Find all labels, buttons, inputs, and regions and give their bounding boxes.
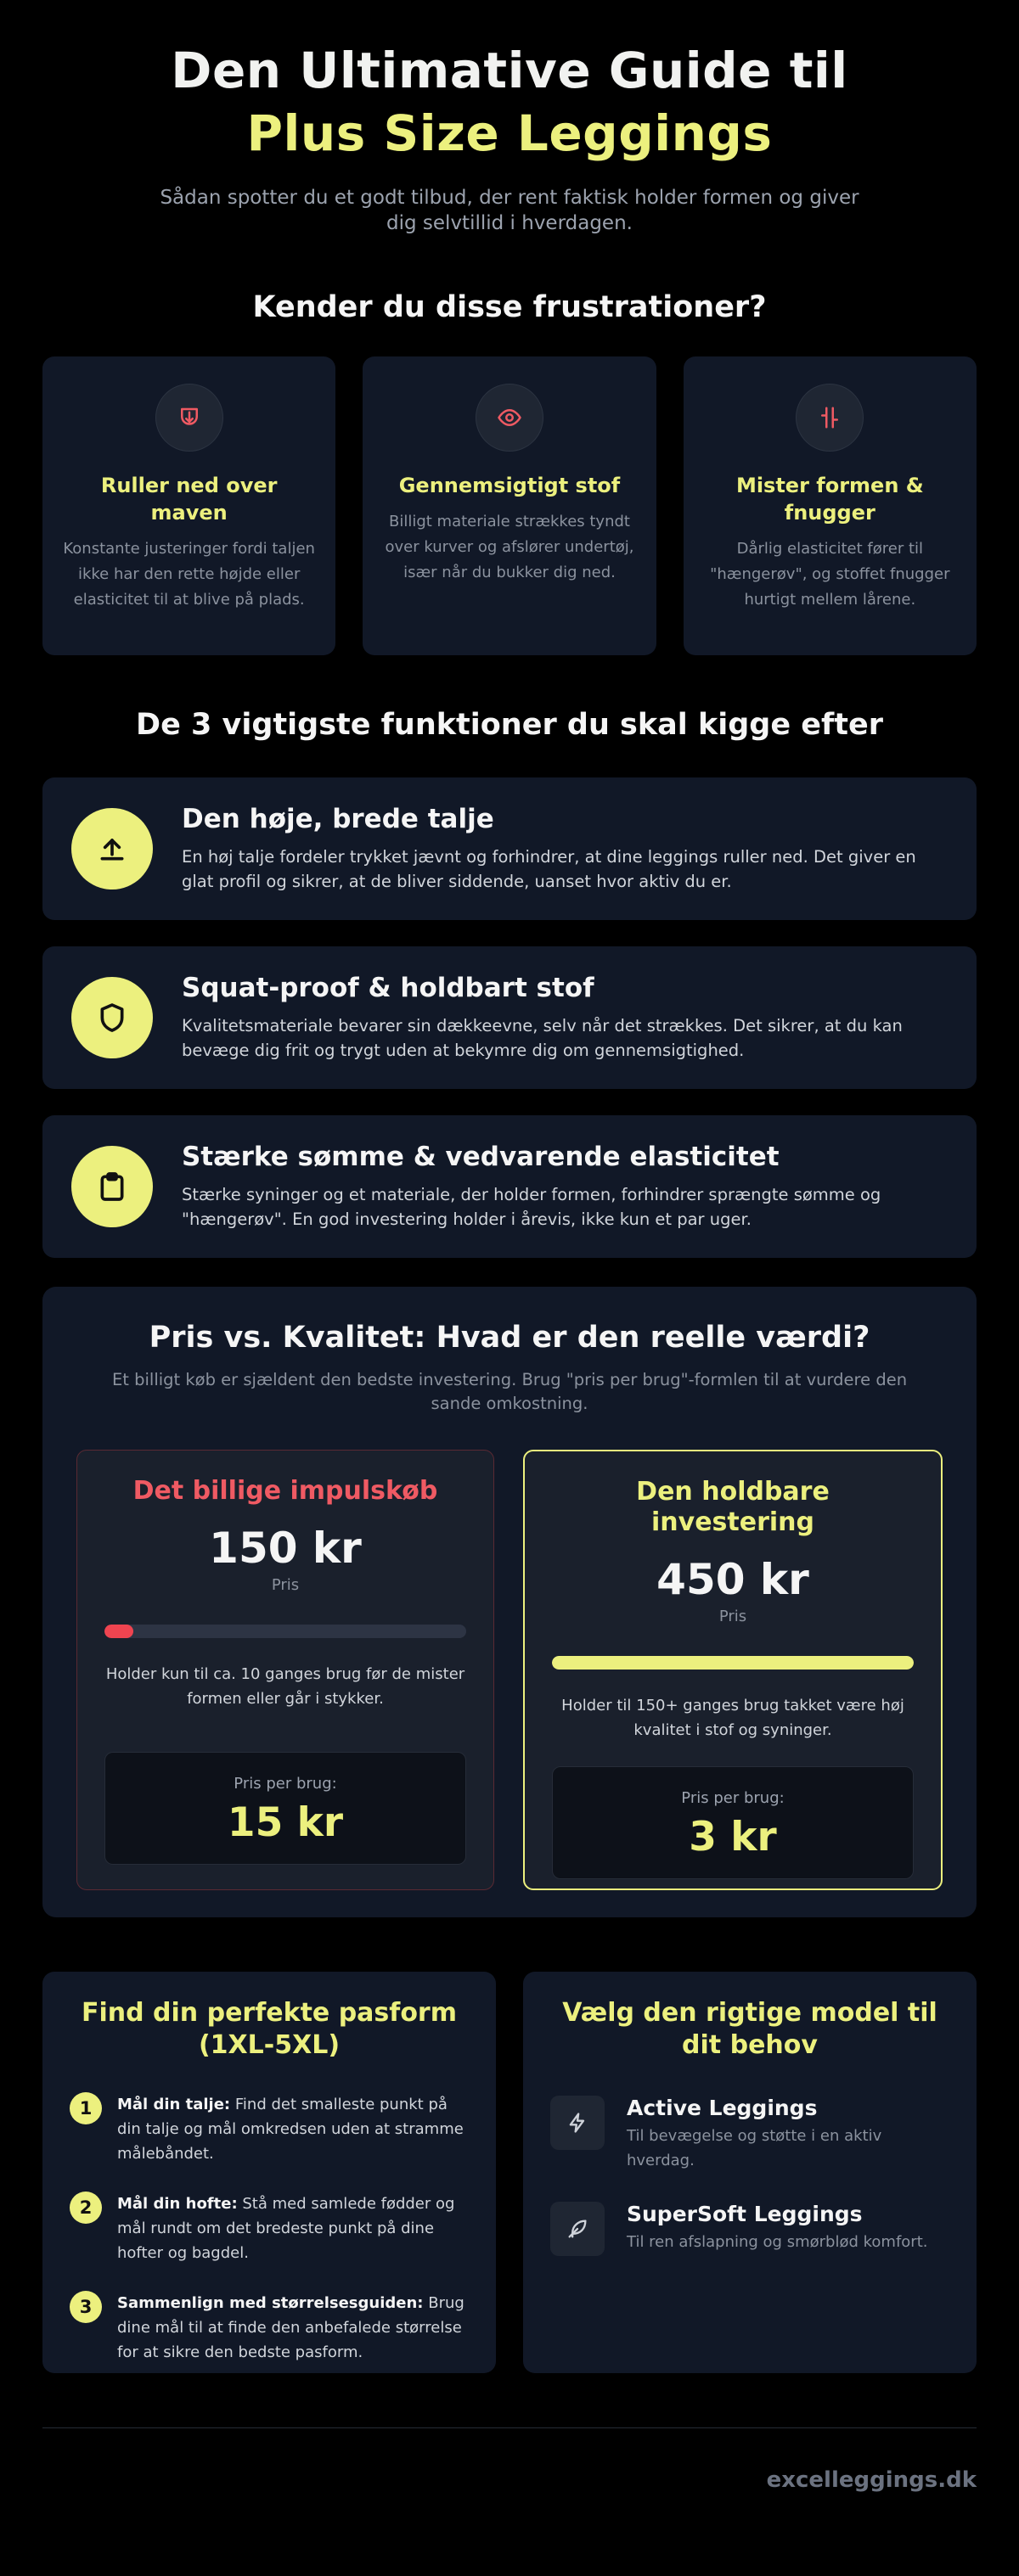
feature-description: En høj talje fordeler trykket jævnt og forhindrer, at dine leggings ruller ned. Det giver en glat profil og sikrer, at de bliver siddende, uanset hvor aktiv du er. (182, 847, 916, 891)
cheap-ppu-value: 15 kr (227, 1799, 344, 1846)
step-heading: Sammenlign med størrelsesguiden: (117, 2294, 424, 2312)
page-title (42, 39, 977, 165)
footer-divider (42, 2427, 977, 2428)
cheap-option-title: Det billige impulskøb (132, 1476, 438, 1506)
step-heading: Mål din talje: (117, 2096, 231, 2113)
durable-ppu-value: 3 kr (689, 1814, 777, 1860)
durable-description: Holder til 150+ ganges brug takket være høj kvalitet i stof og syninger. (561, 1697, 904, 1739)
step-body: Brug dine mål til at finde den anbefalede størrelse for at sikre den bedste pasform. (117, 2294, 464, 2361)
problem-card (363, 356, 656, 655)
feature-list (42, 777, 977, 1258)
bottom-section (42, 1972, 977, 2373)
durable-price-per-use (552, 1766, 914, 1879)
problem-text: Konstante justeringer fordi taljen ikke har den rette højde eller elasticitet til at blive på plads. (63, 540, 315, 609)
cheap-price: 150 kr (209, 1524, 362, 1573)
model-text (627, 2202, 927, 2256)
problems-section (42, 290, 977, 655)
step-text (117, 2192, 469, 2265)
step-text (117, 2092, 469, 2166)
eye-icon (476, 384, 543, 452)
fit-title: Find din perfekte pasform (1XL-5XL) (81, 1998, 457, 2060)
feature-description: Kvalitetsmateriale bevarer sin dækkeevne, selv når det strækkes. Det sikrer, at du kan bevæge dig frit og trygt uden at bekymre dig om gennemsigtighed. (182, 1016, 903, 1060)
feature-title: Squat-proof & holdbart stof (182, 973, 594, 1003)
feature-text (182, 804, 948, 894)
features-title: De 3 vigtigste funktioner du skal kigge efter (136, 708, 883, 742)
pricing-subtitle: Et billigt køb er sjældent den bedste investering. Brug "pris per brug"-formlen til at vurdere den sande omkostning. (111, 1370, 908, 1413)
cheap-price-per-use (104, 1752, 466, 1865)
durable-durability-bar (552, 1656, 914, 1670)
durable-price: 450 kr (656, 1555, 809, 1604)
shield-icon (71, 977, 153, 1058)
problem-text: Dårlig elasticitet fører til "hængerøv", og stoffet fnugger hurtigt mellem lårene. (710, 540, 950, 609)
step-body: Stå med samlede fødder og mål rundt om det bredeste punkt på dine hofter og bagdel. (117, 2195, 455, 2262)
problem-title: Gennemsigtigt stof (398, 474, 621, 497)
step-heading: Mål din hofte: (117, 2195, 238, 2213)
problem-text: Billigt materiale strækkes tyndt over kurver og afslører undertøj, især når du bukker dig ned. (385, 513, 634, 581)
problem-card (684, 356, 977, 655)
fit-step (70, 2092, 469, 2166)
model-name: SuperSoft Leggings (627, 2202, 863, 2226)
problem-card (42, 356, 335, 655)
models-title: Vælg den rigtige model til dit behov (562, 1998, 937, 2060)
cheap-description: Holder kun til ca. 10 ganges brug før de mister formen eller går i stykker. (105, 1665, 465, 1708)
content-wrapper (42, 0, 977, 2493)
problem-title: Ruller ned over maven (100, 474, 278, 525)
hero-subtitle: Sådan spotter du et godt tilbud, der rent faktisk holder formen og giver dig selvtillid i hverdagen. (160, 187, 859, 234)
cheap-price-label: Pris (271, 1576, 300, 1594)
feature-card (42, 946, 977, 1089)
models-card (523, 1972, 977, 2373)
feature-card (42, 1115, 977, 1258)
pricing-section (42, 1287, 977, 1917)
feature-description: Stærke syninger og et materiale, der holder formen, forhindrer sprængte sømme og "hængerøv". En god investering holder i årevis, ikke kun et par uger. (182, 1185, 881, 1229)
durable-price-label: Pris (718, 1608, 747, 1625)
problem-title: Mister formen & fnugger (735, 474, 924, 525)
hero (42, 0, 977, 236)
cheap-ppu-label: Pris per brug: (234, 1775, 337, 1793)
title-line-1: Den Ultimative Guide til (171, 42, 848, 99)
durable-option-card (523, 1450, 943, 1890)
stretch-lines-icon (796, 384, 864, 452)
feature-title: Stærke sømme & vedvarende elasticitet (182, 1142, 780, 1172)
title-line-2: Plus Size Leggings (246, 104, 773, 162)
fit-step (70, 2291, 469, 2365)
feature-text (182, 1142, 948, 1232)
step-body: Find det smalleste punkt på din talje og mål omkredsen uden at stramme målebåndet. (117, 2096, 464, 2163)
step-number: 3 (70, 2291, 102, 2323)
features-section (42, 708, 977, 1258)
fit-step (70, 2192, 469, 2265)
step-text (117, 2291, 469, 2365)
arrow-up-bar-icon (71, 808, 153, 890)
problems-title: Kender du disse frustrationer? (252, 290, 767, 324)
feather-icon (550, 2202, 605, 2256)
model-item (550, 2096, 949, 2173)
model-description: Til bevægelse og støtte i en aktiv hverdag. (627, 2127, 882, 2169)
footer-brand: excelleggings.dk (766, 2467, 977, 2493)
step-number: 2 (70, 2192, 102, 2224)
rolling-down-icon (155, 384, 223, 452)
durable-option-title: Den holdbare investering (636, 1477, 830, 1537)
cheap-durability-fill (104, 1625, 133, 1638)
cheap-option-card (76, 1450, 494, 1890)
model-item (550, 2202, 949, 2256)
pricing-title: Pris vs. Kvalitet: Hvad er den reelle værdi? (149, 1321, 870, 1355)
model-description: Til ren afslapning og smørblød komfort. (627, 2233, 928, 2251)
durable-ppu-label: Pris per brug: (681, 1789, 785, 1807)
step-number: 1 (70, 2092, 102, 2124)
durable-durability-fill (552, 1656, 914, 1670)
cheap-durability-bar (104, 1625, 466, 1638)
pricing-columns (76, 1450, 943, 1890)
feature-text (182, 973, 948, 1063)
feature-title: Den høje, brede talje (182, 804, 494, 834)
problem-cards (42, 356, 977, 655)
fit-card (42, 1972, 496, 2373)
model-name: Active Leggings (627, 2096, 818, 2120)
model-text (627, 2096, 949, 2173)
lightning-icon (550, 2096, 605, 2150)
clipboard-icon (71, 1146, 153, 1227)
feature-card (42, 777, 977, 920)
